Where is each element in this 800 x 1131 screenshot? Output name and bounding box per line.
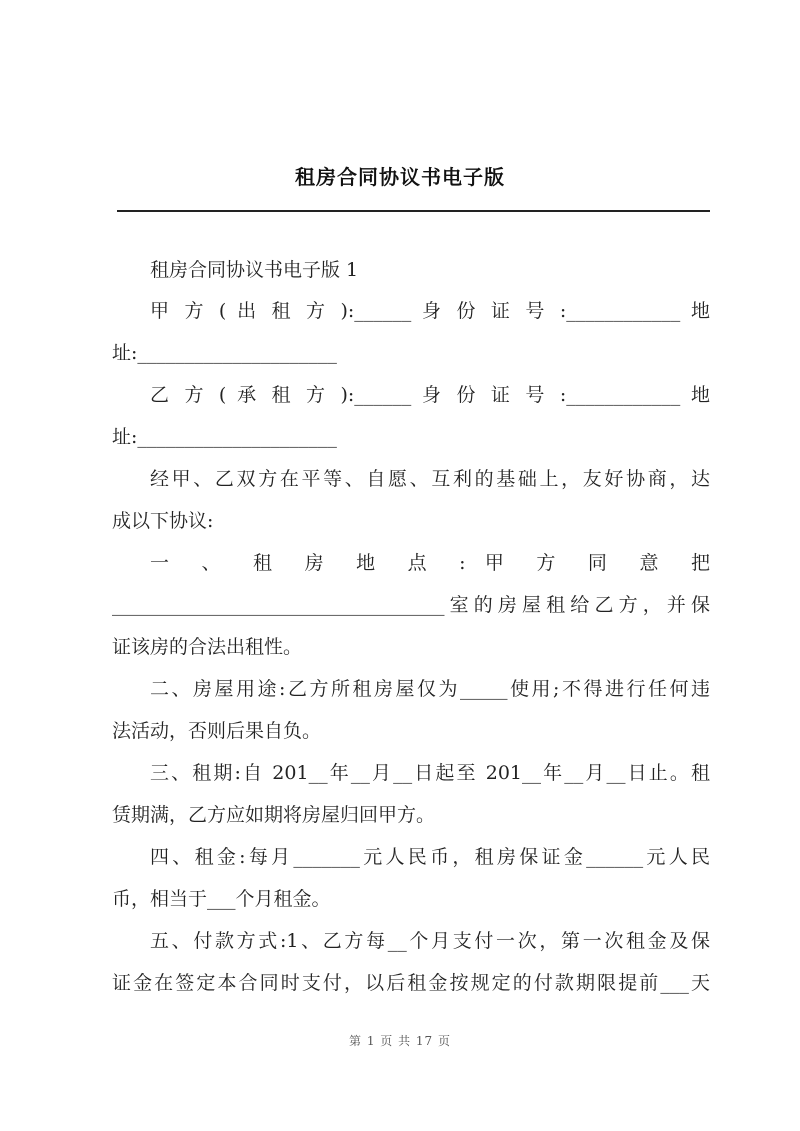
- clause-5-line-2: 证金在签定本合同时支付，以后租金按规定的付款期限提前___天: [112, 972, 710, 994]
- clause-3-line-1: 三、租期:自 201__年__月__日起至 201__年__月__日止。租: [150, 762, 710, 784]
- party-a-line: 甲 方 ( 出 租 方 ):______ 身 份 证 号 :____________ 地: [150, 300, 710, 322]
- party-b-address: 址:_____________________: [112, 426, 337, 448]
- clause-1-line-3: 证该房的合法出租性。: [112, 636, 303, 658]
- clause-5-line-1: 五、付款方式:1、乙方每__个月支付一次，第一次租金及保: [150, 930, 710, 952]
- clause-4-line-2: 币，相当于___个月租金。: [112, 888, 331, 910]
- party-a-address: 址:_____________________: [112, 342, 337, 364]
- clause-1-line-1: 一 、 租 房 地 点 : 甲 方 同 意 把: [150, 552, 710, 574]
- page-number: 第 1 页 共 17 页: [349, 1034, 451, 1048]
- clause-3-line-2: 赁期满，乙方应如期将房屋归回甲方。: [112, 804, 436, 826]
- preamble-line-2: 成以下协议:: [112, 510, 214, 532]
- preamble-line-1: 经甲、乙双方在平等、自愿、互利的基础上，友好协商，达: [150, 468, 710, 490]
- section-heading: 租房合同协议书电子版 1: [150, 259, 359, 281]
- party-b-line: 乙 方 ( 承 租 方 ):______ 身 份 证 号 :____________ 地: [150, 384, 710, 406]
- title-divider: [117, 210, 710, 212]
- clause-4-line-1: 四、租金:每月_______元人民币，租房保证金______元人民: [150, 846, 710, 868]
- clause-2-line-2: 法活动，否则后果自负。: [112, 720, 322, 742]
- document-title: 租房合同协议书电子版: [295, 165, 505, 189]
- clause-2-line-1: 二、房屋用途:乙方所租房屋仅为_____使用;不得进行任何违: [150, 678, 710, 700]
- clause-1-line-2: ___________________________________室的房屋租给乙方，并保: [112, 594, 710, 616]
